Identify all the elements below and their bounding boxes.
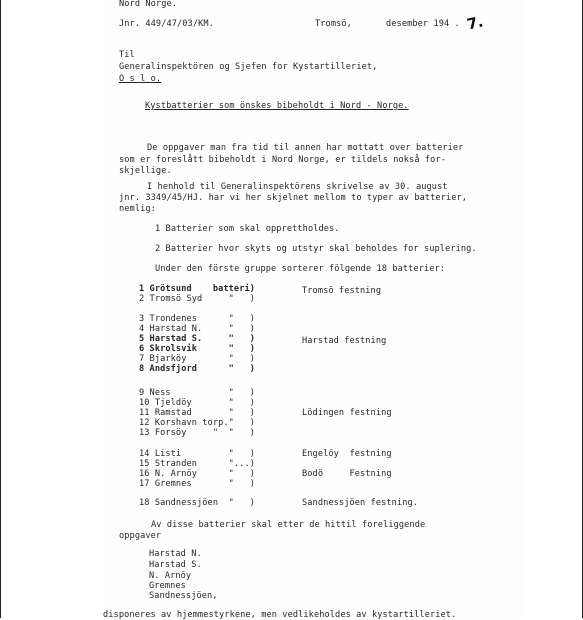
battery-row: 11 Ramstad " ): [139, 408, 256, 418]
date-day-handwritten: 7.: [465, 12, 485, 34]
battery-row: 10 Tjeldöy " ): [139, 398, 256, 408]
recipient-to: Til: [119, 50, 135, 60]
recipient-name: Generalinspektören og Sjefen for Kystartilleriet,: [119, 62, 378, 72]
battery-row: 18 Sandnessjöen " ): [139, 498, 256, 508]
paragraph-2-line-1: I henhold til Generalinspektörens skrivelse av 30. august: [147, 182, 448, 192]
fortress-label-sandnessjoen: Sandnessjöen festning.: [302, 498, 419, 508]
journal-number: Jnr. 449/47/03/KM.: [119, 19, 214, 29]
closing-list-item: Harstad S.: [149, 560, 202, 570]
closing-list-item: Gremnes: [149, 581, 186, 591]
battery-row: 15 Stranden "...): [139, 459, 256, 469]
paragraph-1-line-1: De oppgaver man fra tid til annen har mottatt over batterier: [147, 143, 464, 153]
battery-row: 8 Andsfjord " ): [139, 364, 256, 374]
place-line: Nord Norge.: [119, 0, 178, 9]
recipient-city: O s l o.: [119, 74, 162, 84]
closing-list-item: Sandnessjöen,: [149, 591, 218, 601]
battery-row: 12 Korshavn torp." ): [139, 418, 256, 428]
closing-list-item: Harstad N.: [149, 549, 202, 559]
date-rest: desember 194 .: [386, 19, 460, 29]
fortress-label-harstad: Harstad festning: [302, 336, 387, 346]
subject-line: Kystbatterier som önskes bibeholdt i Nord - Norge.: [145, 101, 409, 111]
closing-line-2: oppgaver: [119, 531, 162, 541]
paragraph-1-line-3: skjellige.: [119, 166, 172, 176]
battery-type-1: 1 Batterier som skal opprettholdes.: [155, 224, 340, 234]
paragraph-2-line-3: nemlig:: [119, 204, 156, 214]
paragraph-1-line-2: som er foreslått bibeholdt i Nord Norge, er tildels nokså for-: [119, 155, 446, 165]
battery-row: 5 Harstad S. " ): [139, 334, 256, 344]
left-border: [0, 0, 1, 618]
paragraph-2-line-2: jnr. 3349/45/HJ. har vi her skjelnet mellom to typer av batterier,: [119, 193, 468, 203]
battery-row: 14 Listi " ): [139, 449, 256, 459]
battery-row: 3 Trondenes " ): [139, 314, 256, 324]
letter-page: [105, 0, 523, 618]
group-intro: Under den förste gruppe sorterer fölgende 18 batterier:: [155, 264, 446, 274]
battery-row: 6 Skrolsvik " ): [139, 344, 256, 354]
battery-row: 13 Forsöy " " ): [139, 428, 256, 438]
battery-row: 17 Gremnes " ): [139, 479, 256, 489]
battery-row: 1 Grötsund batteri): [139, 284, 256, 294]
battery-row: 16 N. Arnöy " ): [139, 469, 256, 479]
battery-row: 4 Harstad N. " ): [139, 324, 256, 334]
battery-type-2: 2 Batterier hvor skyts og utstyr skal beholdes for suplering.: [155, 244, 477, 254]
battery-row: 7 Bjarköy " ): [139, 354, 256, 364]
closing-cut-line: disponeres av hjemmestyrkene, men vedlikeholdes av kystartilleriet.: [103, 610, 457, 620]
fortress-label-bodo: Bodö Festning: [302, 469, 392, 479]
battery-row: 2 Tromsö Syd " ): [139, 294, 256, 304]
fortress-label-lodingen: Lödingen festning: [302, 408, 392, 418]
fortress-label-tromso: Tromsö festning: [302, 286, 382, 296]
battery-row: 9 Ness " ): [139, 388, 256, 398]
closing-list-item: N. Arnöy: [149, 571, 192, 581]
closing-line-1: Av disse batterier skal etter de hittil foreliggende: [151, 520, 426, 530]
place-date: Tromsö,: [315, 19, 352, 29]
fortress-label-engeloy: Engelöy festning: [302, 449, 392, 459]
